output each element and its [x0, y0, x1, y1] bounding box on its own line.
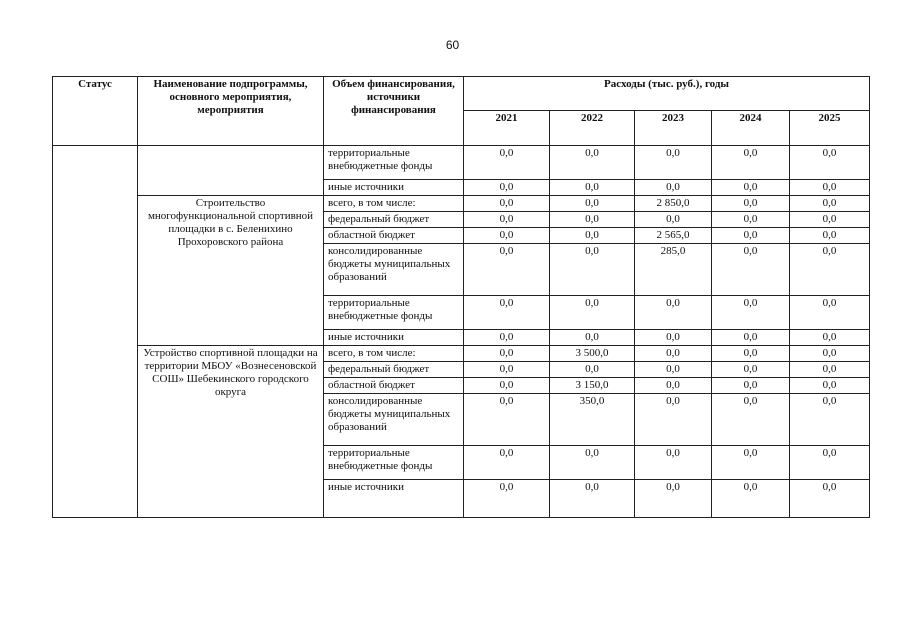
expense-value-cell: 0,0	[635, 330, 712, 346]
expense-value-cell: 0,0	[464, 296, 550, 330]
expense-value-cell: 0,0	[712, 362, 790, 378]
expense-value-cell: 0,0	[464, 378, 550, 394]
expense-value-cell: 0,0	[790, 146, 870, 180]
header-year: 2022	[550, 111, 635, 146]
expense-value-cell: 0,0	[550, 196, 635, 212]
status-cell	[53, 146, 138, 518]
expense-value-cell: 3 150,0	[550, 378, 635, 394]
expense-value-cell: 0,0	[790, 330, 870, 346]
expense-value-cell: 0,0	[635, 346, 712, 362]
expense-value-cell: 0,0	[712, 146, 790, 180]
expense-value-cell: 0,0	[712, 346, 790, 362]
table-row	[53, 146, 870, 180]
expense-value-cell: 0,0	[790, 480, 870, 518]
funding-source-cell: федеральный бюджет	[324, 362, 464, 378]
expense-value-cell: 0,0	[635, 446, 712, 480]
expense-value-cell: 0,0	[464, 362, 550, 378]
header-name: Наименование подпрограммы, основного мероприятия, мероприятия	[138, 77, 324, 146]
table-row	[53, 346, 870, 362]
expense-value-cell: 0,0	[790, 296, 870, 330]
expense-value-cell: 0,0	[464, 394, 550, 446]
header-expenses: Расходы (тыс. руб.), годы	[464, 77, 870, 111]
expense-value-cell: 0,0	[712, 446, 790, 480]
expense-value-cell: 0,0	[712, 480, 790, 518]
expense-value-cell: 0,0	[712, 228, 790, 244]
expense-value-cell: 0,0	[550, 146, 635, 180]
expense-value-cell: 0,0	[790, 228, 870, 244]
expense-value-cell: 285,0	[635, 244, 712, 296]
funding-source-cell: всего, в том числе:	[324, 346, 464, 362]
expense-value-cell: 0,0	[712, 212, 790, 228]
funding-source-cell: иные источники	[324, 480, 464, 518]
expense-value-cell: 2 850,0	[635, 196, 712, 212]
funding-source-cell: территориальные внебюджетные фонды	[324, 146, 464, 180]
expense-value-cell: 0,0	[712, 196, 790, 212]
header-year: 2023	[635, 111, 712, 146]
expense-value-cell: 0,0	[635, 378, 712, 394]
expense-value-cell: 0,0	[464, 196, 550, 212]
budget-table	[52, 76, 870, 518]
funding-source-cell: федеральный бюджет	[324, 212, 464, 228]
expense-value-cell: 0,0	[712, 180, 790, 196]
measure-name-cell	[138, 146, 324, 196]
expense-value-cell: 0,0	[790, 212, 870, 228]
expense-value-cell: 2 565,0	[635, 228, 712, 244]
funding-source-cell: консолидированные бюджеты муниципальных образований	[324, 394, 464, 446]
measure-name-cell: Устройство спортивной площадки на территории МБОУ «Вознесеновской СОШ» Шебекинского городского округа	[138, 346, 324, 518]
expense-value-cell: 0,0	[464, 228, 550, 244]
expense-value-cell: 0,0	[712, 330, 790, 346]
expense-value-cell: 0,0	[550, 244, 635, 296]
funding-source-cell: консолидированные бюджеты муниципальных образований	[324, 244, 464, 296]
funding-source-cell: иные источники	[324, 180, 464, 196]
expense-value-cell: 0,0	[550, 480, 635, 518]
expense-value-cell: 0,0	[635, 480, 712, 518]
expense-value-cell: 0,0	[550, 296, 635, 330]
expense-value-cell: 0,0	[635, 146, 712, 180]
funding-source-cell: всего, в том числе:	[324, 196, 464, 212]
expense-value-cell: 0,0	[790, 446, 870, 480]
expense-value-cell: 0,0	[635, 362, 712, 378]
expense-value-cell: 0,0	[550, 446, 635, 480]
expense-value-cell: 0,0	[635, 212, 712, 228]
expense-value-cell: 0,0	[712, 244, 790, 296]
header-volume: Объем финансирования, источники финансирования	[324, 77, 464, 146]
expense-value-cell: 0,0	[550, 228, 635, 244]
page-number: 60	[445, 38, 460, 52]
expense-value-cell: 0,0	[712, 394, 790, 446]
expense-value-cell: 0,0	[550, 362, 635, 378]
expense-value-cell: 3 500,0	[550, 346, 635, 362]
expense-value-cell: 0,0	[790, 378, 870, 394]
expense-value-cell: 0,0	[635, 394, 712, 446]
expense-value-cell: 0,0	[790, 346, 870, 362]
funding-source-cell: территориальные внебюджетные фонды	[324, 446, 464, 480]
expense-value-cell: 0,0	[464, 446, 550, 480]
table-body	[53, 146, 870, 518]
expense-value-cell: 0,0	[464, 330, 550, 346]
funding-source-cell: областной бюджет	[324, 228, 464, 244]
expense-value-cell: 0,0	[464, 180, 550, 196]
expense-value-cell: 350,0	[550, 394, 635, 446]
funding-source-cell: областной бюджет	[324, 378, 464, 394]
expense-value-cell: 0,0	[550, 330, 635, 346]
expense-value-cell: 0,0	[550, 212, 635, 228]
table-row	[53, 196, 870, 212]
expense-value-cell: 0,0	[712, 378, 790, 394]
header-year: 2025	[790, 111, 870, 146]
expense-value-cell: 0,0	[464, 244, 550, 296]
expense-value-cell: 0,0	[464, 480, 550, 518]
expense-value-cell: 0,0	[790, 394, 870, 446]
expense-value-cell: 0,0	[790, 244, 870, 296]
expense-value-cell: 0,0	[464, 212, 550, 228]
header-status: Статус	[53, 77, 138, 146]
funding-source-cell: территориальные внебюджетные фонды	[324, 296, 464, 330]
expense-value-cell: 0,0	[464, 146, 550, 180]
expense-value-cell: 0,0	[550, 180, 635, 196]
expense-value-cell: 0,0	[790, 196, 870, 212]
measure-name-cell: Строительство многофункциональной спортивной площадки в с. Беленихино Прохоровского района	[138, 196, 324, 346]
expense-value-cell: 0,0	[635, 180, 712, 196]
expense-value-cell: 0,0	[635, 296, 712, 330]
expense-value-cell: 0,0	[790, 362, 870, 378]
header-year: 2024	[712, 111, 790, 146]
header-year: 2021	[464, 111, 550, 146]
expense-value-cell: 0,0	[712, 296, 790, 330]
expense-value-cell: 0,0	[790, 180, 870, 196]
expense-value-cell: 0,0	[464, 346, 550, 362]
funding-source-cell: иные источники	[324, 330, 464, 346]
